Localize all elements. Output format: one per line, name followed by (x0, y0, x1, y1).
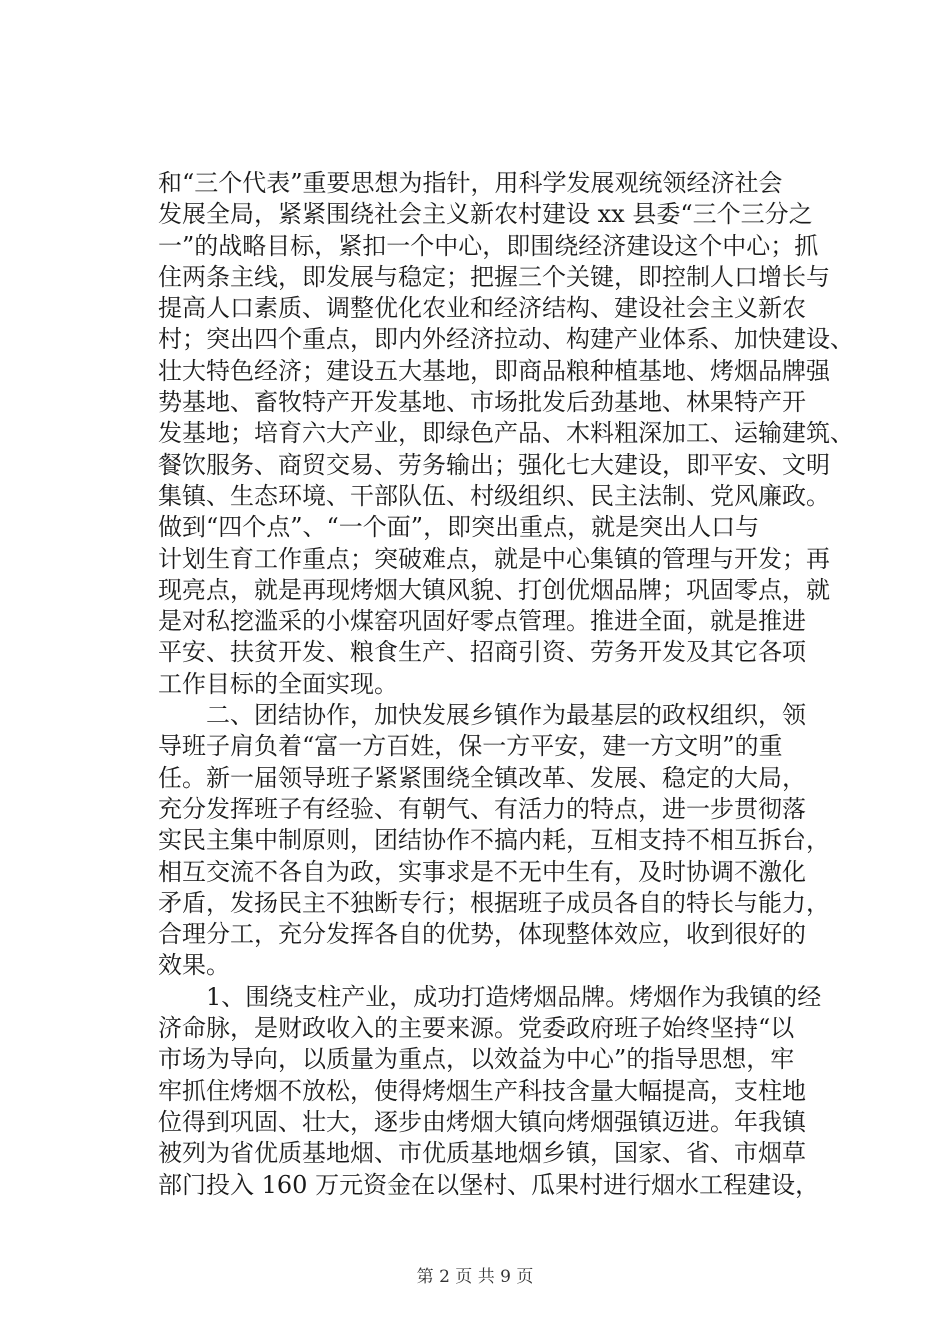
text-line: 工作目标的全面实现。 (158, 669, 398, 698)
text-line: 实民主集中制原则，团结协作不搞内耗，互相支持不相互拆台， (158, 826, 830, 855)
text-line: 住两条主线，即发展与稳定；把握三个关键，即控制人口增长与 (158, 262, 830, 291)
text-line: 发展全局，紧紧围绕社会主义新农村建设 xx 县委“三个三分之 (158, 200, 813, 229)
text-line: 村；突出四个重点，即内外经济拉动、构建产业体系、加快建设、 (158, 325, 854, 354)
text-line: 效果。 (158, 951, 230, 980)
text-line: 集镇、生态环境、干部队伍、村级组织、民主法制、党风廉政。 (158, 481, 830, 510)
text-line: 提高人口素质、调整优化农业和经济结构、建设社会主义新农 (158, 294, 806, 323)
text-line: 势基地、畜牧特产开发基地、市场批发后劲基地、林果特产开 (158, 388, 806, 417)
text-line: 矛盾，发扬民主不独断专行；根据班子成员各自的特长与能力， (158, 888, 830, 917)
page-footer: 第 2 页 共 9 页 (416, 1267, 534, 1287)
document-body (158, 168, 854, 1201)
text-line: 1、围绕支柱产业，成功打造烤烟品牌。烤烟作为我镇的经 (206, 982, 822, 1011)
text-line: 计划生育工作重点；突破难点，就是中心集镇的管理与开发；再 (158, 544, 830, 573)
text-line: 平安、扶贫开发、粮食生产、招商引资、劳务开发及其它各项 (158, 638, 806, 667)
text-line: 导班子肩负着“富一方百姓，保一方平安，建一方文明”的重 (158, 732, 783, 761)
text-line: 位得到巩固、壮大，逐步由烤烟大镇向烤烟强镇迈进。年我镇 (158, 1107, 806, 1136)
text-line: 一”的战略目标，紧扣一个中心，即围绕经济建设这个中心；抓 (158, 231, 819, 260)
text-line: 做到“四个点”、“一个面”，即突出重点，就是突出人口与 (158, 513, 760, 542)
text-line: 济命脉，是财政收入的主要来源。党委政府班子始终坚持“以 (158, 1014, 795, 1043)
text-line: 餐饮服务、商贸交易、劳务输出；强化七大建设，即平安、文明 (158, 450, 830, 479)
text-line: 和“三个代表”重要思想为指针，用科学发展观统领经济社会 (158, 169, 783, 197)
text-line: 是对私挖滥采的小煤窑巩固好零点管理。推进全面，就是推进 (158, 607, 806, 636)
text-line: 部门投入 160 万元资金在以堡村、瓜果村进行烟水工程建设， (158, 1170, 820, 1199)
text-line: 二、团结协作，加快发展乡镇作为最基层的政权组织，领 (206, 701, 806, 730)
text-line: 市场为导向，以质量为重点，以效益为中心”的指导思想，牢 (158, 1045, 795, 1074)
text-line: 发基地；培育六大产业，即绿色产品、木料粗深加工、运输建筑、 (158, 419, 854, 448)
text-line: 任。新一届领导班子紧紧围绕全镇改革、发展、稳定的大局， (158, 763, 806, 792)
text-line: 牢抓住烤烟不放松，使得烤烟生产科技含量大幅提高，支柱地 (158, 1076, 806, 1105)
text-line: 现亮点，就是再现烤烟大镇风貌、打创优烟品牌；巩固零点，就 (158, 575, 830, 604)
text-line: 相互交流不各自为政，实事求是不无中生有，及时协调不激化 (158, 857, 806, 886)
text-line: 充分发挥班子有经验、有朝气、有活力的特点，进一步贯彻落 (158, 794, 806, 823)
text-line: 被列为省优质基地烟、市优质基地烟乡镇，国家、省、市烟草 (158, 1139, 806, 1168)
text-line: 合理分工，充分发挥各自的优势，体现整体效应，收到很好的 (158, 920, 806, 949)
text-line: 壮大特色经济；建设五大基地，即商品粮种植基地、烤烟品牌强 (158, 356, 830, 385)
